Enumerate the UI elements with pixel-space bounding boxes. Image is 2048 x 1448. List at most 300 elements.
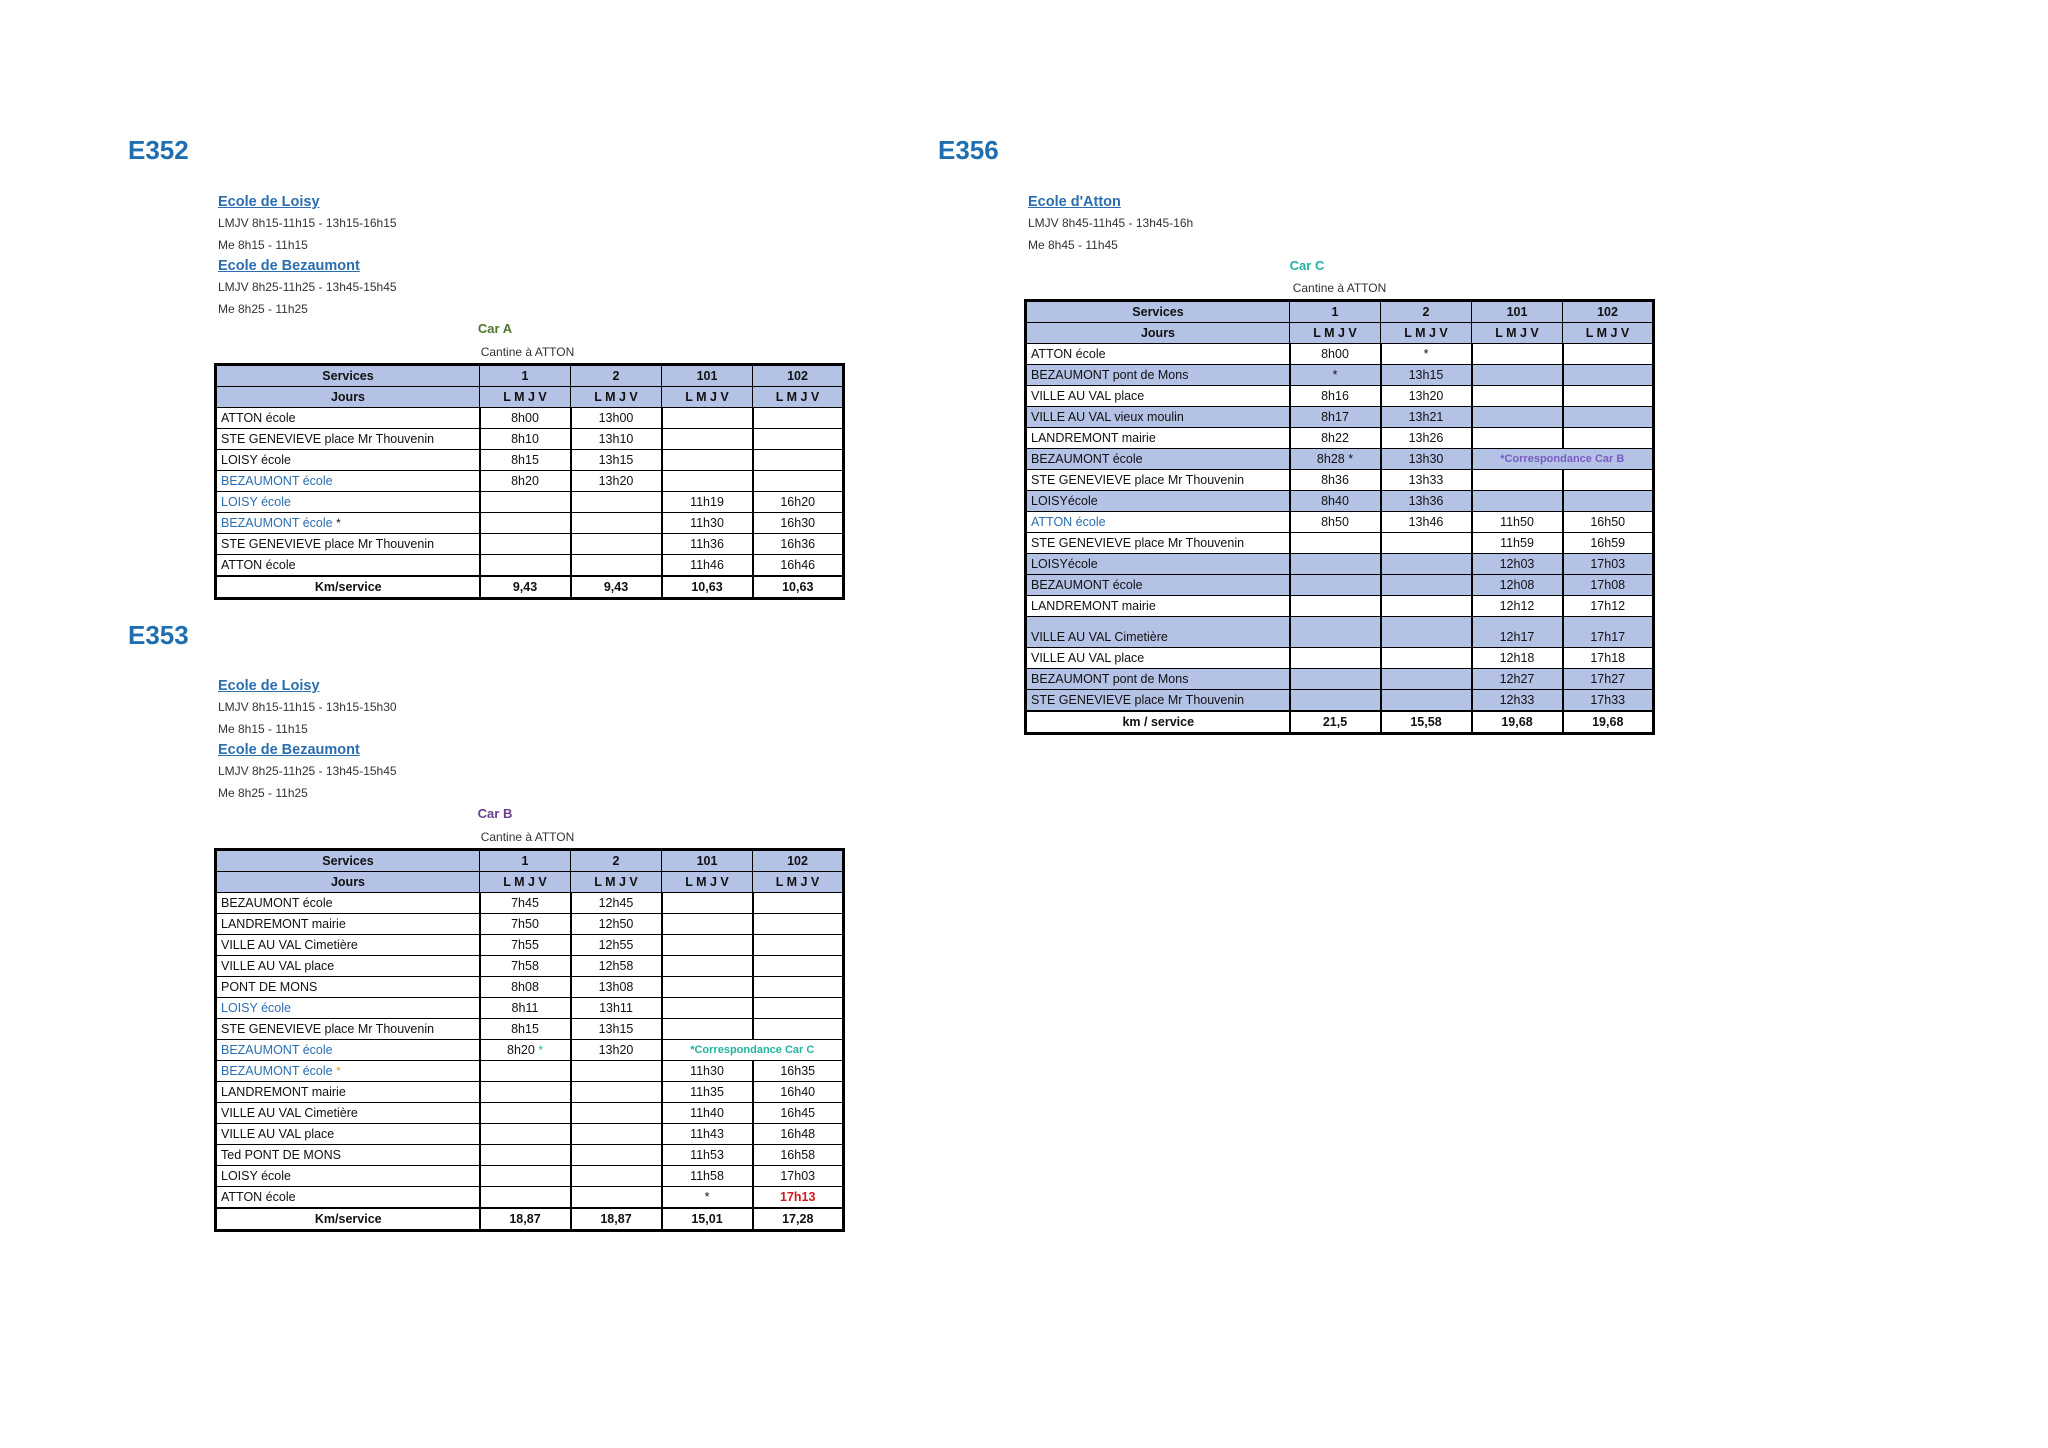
time-cell: 13h46 xyxy=(1381,512,1472,533)
time-cell xyxy=(1381,554,1472,575)
services-header-row xyxy=(1026,301,1654,323)
time-cell xyxy=(480,1187,571,1209)
km-value: 9,43 xyxy=(571,576,662,599)
schedule-table-e356 xyxy=(1024,299,1655,735)
time-cell xyxy=(1290,669,1381,690)
days-value: L M J V xyxy=(571,872,662,893)
time-cell xyxy=(1381,533,1472,554)
service-number: 102 xyxy=(1563,301,1654,323)
time-cell: 11h53 xyxy=(662,1145,753,1166)
time-cell xyxy=(571,1166,662,1187)
stop-name: VILLE AU VAL place xyxy=(216,956,480,977)
km-value: 10,63 xyxy=(662,576,753,599)
school-hours: LMJV 8h25-11h25 - 13h45-15h45 xyxy=(218,280,397,294)
time-cell xyxy=(1472,365,1563,386)
time-cell xyxy=(480,1082,571,1103)
table-row xyxy=(216,935,844,956)
service-number: 101 xyxy=(662,850,753,872)
stop-name: BEZAUMONT pont de Mons xyxy=(1026,365,1290,386)
time-cell xyxy=(1290,596,1381,617)
time-cell: 13h10 xyxy=(571,429,662,450)
time-cell: 13h15 xyxy=(571,450,662,471)
service-number: 101 xyxy=(662,365,753,387)
days-value: L M J V xyxy=(662,872,753,893)
stop-name-cell xyxy=(216,513,480,534)
time-cell: 16h46 xyxy=(753,555,844,577)
stop-name: STE GENEVIEVE place Mr Thouvenin xyxy=(216,1019,480,1040)
table-row xyxy=(216,1145,844,1166)
time-cell xyxy=(1563,491,1654,512)
time-cell: * xyxy=(1381,344,1472,365)
table-row xyxy=(1026,491,1654,512)
stop-name-cell xyxy=(216,1061,480,1082)
time-cell xyxy=(753,893,844,914)
school-link-bezaumont[interactable]: Ecole de Bezaumont xyxy=(218,742,360,758)
time-cell: 11h30 xyxy=(662,1061,753,1082)
km-label: Km/service xyxy=(216,1208,480,1231)
stop-name: LOISY école xyxy=(216,1166,480,1187)
time-cell: 16h30 xyxy=(753,513,844,534)
school-hours-wednesday: Me 8h45 - 11h45 xyxy=(1028,237,1118,252)
km-footer-row xyxy=(1026,711,1654,734)
table-row xyxy=(1026,617,1654,648)
time-cell xyxy=(480,1061,571,1082)
time-cell: 13h11 xyxy=(571,998,662,1019)
time-cell: 8h20 xyxy=(480,471,571,492)
time-cell: 12h27 xyxy=(1472,669,1563,690)
school-link-loisy[interactable]: Ecole de Loisy xyxy=(218,678,320,694)
school-link-bezaumont[interactable]: Ecole de Bezaumont xyxy=(218,258,360,274)
time-cell xyxy=(753,998,844,1019)
time-cell: 16h48 xyxy=(753,1124,844,1145)
services-label: Services xyxy=(216,365,480,387)
km-footer-row xyxy=(216,576,844,599)
time-cell: 8h22 xyxy=(1290,428,1381,449)
time-cell xyxy=(1563,428,1654,449)
time-cell xyxy=(571,1061,662,1082)
time-cell xyxy=(1290,575,1381,596)
cantine-label: Cantine à ATTON xyxy=(1292,281,1387,295)
time-cell: 13h33 xyxy=(1381,470,1472,491)
stop-name: LOISY école xyxy=(216,492,480,513)
connection-note: *Correspondance Car C xyxy=(662,1040,844,1061)
time-cell xyxy=(1563,365,1654,386)
time-cell: 8h50 xyxy=(1290,512,1381,533)
time-cell: 7h58 xyxy=(480,956,571,977)
table-row xyxy=(216,534,844,555)
table-row xyxy=(1026,365,1654,386)
stop-name: VILLE AU VAL place xyxy=(216,1124,480,1145)
time-cell xyxy=(571,513,662,534)
time-cell xyxy=(571,1082,662,1103)
time-cell: 7h50 xyxy=(480,914,571,935)
time-cell: 13h36 xyxy=(1381,491,1472,512)
school-hours: LMJV 8h25-11h25 - 13h45-15h45 xyxy=(218,764,397,778)
days-label: Jours xyxy=(1026,323,1290,344)
time-cell xyxy=(662,935,753,956)
time-cell: 8h11 xyxy=(480,998,571,1019)
time-cell: 16h35 xyxy=(753,1061,844,1082)
time-cell: 8h15 xyxy=(480,450,571,471)
table-row xyxy=(216,492,844,513)
time-cell: 12h08 xyxy=(1472,575,1563,596)
time-value: 8h20 xyxy=(507,1042,535,1057)
time-cell xyxy=(662,893,753,914)
time-cell: 16h36 xyxy=(753,534,844,555)
days-header-row xyxy=(216,872,844,893)
stop-name: LOISYécole xyxy=(1026,491,1290,512)
km-value: 19,68 xyxy=(1563,711,1654,734)
table-row xyxy=(216,1124,844,1145)
stop-name: LOISYécole xyxy=(1026,554,1290,575)
service-number: 2 xyxy=(571,365,662,387)
table-row xyxy=(1026,648,1654,669)
time-cell: * xyxy=(1290,365,1381,386)
time-cell: 11h58 xyxy=(662,1166,753,1187)
km-value: 18,87 xyxy=(480,1208,571,1231)
stop-name: LANDREMONT mairie xyxy=(1026,596,1290,617)
time-cell xyxy=(662,956,753,977)
time-cell xyxy=(1381,596,1472,617)
stop-name: Ted PONT DE MONS xyxy=(216,1145,480,1166)
stop-name: VILLE AU VAL place xyxy=(1026,648,1290,669)
stop-name: BEZAUMONT école xyxy=(216,471,480,492)
table-row xyxy=(1026,512,1654,533)
time-cell-highlight: 17h13 xyxy=(753,1187,844,1209)
km-label: Km/service xyxy=(216,576,480,599)
table-row xyxy=(1026,470,1654,491)
days-label: Jours xyxy=(216,872,480,893)
stop-name: ATTON école xyxy=(216,408,480,429)
time-cell xyxy=(1381,690,1472,712)
table-row xyxy=(216,408,844,429)
service-number: 102 xyxy=(753,365,844,387)
time-cell xyxy=(1290,554,1381,575)
time-cell: 8h15 xyxy=(480,1019,571,1040)
time-cell xyxy=(1563,344,1654,365)
stop-name: STE GENEVIEVE place Mr Thouvenin xyxy=(216,534,480,555)
stop-name: STE GENEVIEVE place Mr Thouvenin xyxy=(1026,470,1290,491)
table-row xyxy=(1026,554,1654,575)
stop-name: VILLE AU VAL vieux moulin xyxy=(1026,407,1290,428)
time-cell: 13h20 xyxy=(571,471,662,492)
school-hours-wednesday: Me 8h25 - 11h25 xyxy=(218,785,308,800)
service-number: 2 xyxy=(1381,301,1472,323)
time-cell xyxy=(480,534,571,555)
stop-name: BEZAUMONT école xyxy=(221,515,333,530)
time-cell xyxy=(662,471,753,492)
stop-name: BEZAUMONT école xyxy=(221,1063,333,1078)
table-row xyxy=(1026,690,1654,712)
time-cell: 12h58 xyxy=(571,956,662,977)
time-cell xyxy=(1290,533,1381,554)
time-cell: 16h58 xyxy=(753,1145,844,1166)
time-cell: 12h12 xyxy=(1472,596,1563,617)
days-value: L M J V xyxy=(1472,323,1563,344)
time-cell: 13h21 xyxy=(1381,407,1472,428)
time-cell: 12h03 xyxy=(1472,554,1563,575)
stop-name: BEZAUMONT pont de Mons xyxy=(1026,669,1290,690)
time-cell xyxy=(662,1019,753,1040)
time-cell: 17h08 xyxy=(1563,575,1654,596)
time-cell: 11h30 xyxy=(662,513,753,534)
time-cell: 17h12 xyxy=(1563,596,1654,617)
time-cell: 12h17 xyxy=(1472,617,1563,648)
time-cell: 16h45 xyxy=(753,1103,844,1124)
time-cell xyxy=(753,935,844,956)
time-cell: 7h55 xyxy=(480,935,571,956)
days-header-row xyxy=(1026,323,1654,344)
time-cell xyxy=(1472,428,1563,449)
table-row xyxy=(216,1061,844,1082)
table-row xyxy=(216,977,844,998)
time-cell xyxy=(1563,386,1654,407)
km-value: 10,63 xyxy=(753,576,844,599)
table-row xyxy=(1026,386,1654,407)
asterisk-mark: * xyxy=(336,1063,341,1078)
connection-note: *Correspondance Car B xyxy=(1472,449,1654,470)
time-cell xyxy=(571,555,662,577)
table-row xyxy=(216,1040,844,1061)
stop-name: ATTON école xyxy=(1026,512,1290,533)
time-cell xyxy=(1381,575,1472,596)
time-cell: 8h28 * xyxy=(1290,449,1381,470)
days-value: L M J V xyxy=(753,387,844,408)
time-cell: 8h17 xyxy=(1290,407,1381,428)
time-cell xyxy=(753,914,844,935)
time-cell xyxy=(1290,617,1381,648)
table-row xyxy=(216,956,844,977)
time-cell: 12h45 xyxy=(571,893,662,914)
table-row xyxy=(216,998,844,1019)
time-cell xyxy=(753,408,844,429)
days-header-row xyxy=(216,387,844,408)
schedule-table-e353 xyxy=(214,848,845,1232)
stop-name: ATTON école xyxy=(216,1187,480,1209)
time-cell: 11h46 xyxy=(662,555,753,577)
time-cell xyxy=(480,555,571,577)
time-cell: 13h20 xyxy=(571,1040,662,1061)
school-hours: LMJV 8h15-11h15 - 13h15-15h30 xyxy=(218,700,397,714)
stop-name: BEZAUMONT école xyxy=(216,893,480,914)
time-cell: 8h36 xyxy=(1290,470,1381,491)
time-cell: 8h00 xyxy=(1290,344,1381,365)
time-cell xyxy=(1563,407,1654,428)
time-cell xyxy=(480,1103,571,1124)
stop-name: LANDREMONT mairie xyxy=(1026,428,1290,449)
time-cell xyxy=(753,450,844,471)
time-cell xyxy=(571,1124,662,1145)
e352-school-info xyxy=(218,192,397,320)
table-row xyxy=(216,513,844,534)
stop-name: BEZAUMONT école xyxy=(1026,449,1290,470)
time-cell xyxy=(1472,407,1563,428)
section-code-e356: E356 xyxy=(938,135,999,165)
stop-name: VILLE AU VAL Cimetière xyxy=(216,1103,480,1124)
table-row xyxy=(216,471,844,492)
schedule-table-e352 xyxy=(214,363,845,600)
car-label: Car C xyxy=(1289,258,1325,273)
table-row xyxy=(1026,407,1654,428)
stop-name: ATTON école xyxy=(1026,344,1290,365)
time-cell: 8h16 xyxy=(1290,386,1381,407)
time-cell xyxy=(662,429,753,450)
time-cell: 11h40 xyxy=(662,1103,753,1124)
school-hours-wednesday: Me 8h15 - 11h15 xyxy=(218,237,308,252)
km-value: 17,28 xyxy=(753,1208,844,1231)
services-label: Services xyxy=(1026,301,1290,323)
time-cell: 8h08 xyxy=(480,977,571,998)
school-hours: LMJV 8h45-11h45 - 13h45-16h xyxy=(1028,216,1194,230)
time-cell: 17h03 xyxy=(753,1166,844,1187)
asterisk-mark: * xyxy=(336,515,341,530)
time-cell xyxy=(571,1187,662,1209)
asterisk-mark: * xyxy=(538,1042,543,1057)
days-value: L M J V xyxy=(1381,323,1472,344)
section-code-e352: E352 xyxy=(128,135,189,165)
time-cell: 11h43 xyxy=(662,1124,753,1145)
time-cell: 17h17 xyxy=(1563,617,1654,648)
time-cell xyxy=(1472,386,1563,407)
time-cell: 13h15 xyxy=(1381,365,1472,386)
time-cell: 8h10 xyxy=(480,429,571,450)
km-value: 15,01 xyxy=(662,1208,753,1231)
time-cell: * xyxy=(662,1187,753,1209)
time-cell xyxy=(1381,648,1472,669)
time-cell: 16h50 xyxy=(1563,512,1654,533)
days-value: L M J V xyxy=(480,872,571,893)
table-row xyxy=(1026,344,1654,365)
service-number: 1 xyxy=(1290,301,1381,323)
time-cell: 13h20 xyxy=(1381,386,1472,407)
time-cell: 12h18 xyxy=(1472,648,1563,669)
school-hours: LMJV 8h15-11h15 - 13h15-16h15 xyxy=(218,216,397,230)
table-row xyxy=(1026,449,1654,470)
time-cell xyxy=(1472,491,1563,512)
time-cell: 16h40 xyxy=(753,1082,844,1103)
services-label: Services xyxy=(216,850,480,872)
stop-name: VILLE AU VAL Cimetière xyxy=(216,935,480,956)
time-cell xyxy=(480,1166,571,1187)
services-header-row xyxy=(216,365,844,387)
time-cell: 17h27 xyxy=(1563,669,1654,690)
table-row xyxy=(216,893,844,914)
school-link-loisy[interactable]: Ecole de Loisy xyxy=(218,194,320,210)
table-row xyxy=(216,1082,844,1103)
days-value: L M J V xyxy=(571,387,662,408)
stop-name: STE GENEVIEVE place Mr Thouvenin xyxy=(216,429,480,450)
days-value: L M J V xyxy=(1290,323,1381,344)
time-cell: 12h55 xyxy=(571,935,662,956)
stop-name: STE GENEVIEVE place Mr Thouvenin xyxy=(1026,690,1290,712)
table-row xyxy=(216,1187,844,1209)
time-cell xyxy=(662,408,753,429)
table-row xyxy=(1026,596,1654,617)
table-row xyxy=(216,914,844,935)
time-cell xyxy=(571,492,662,513)
time-cell: 12h50 xyxy=(571,914,662,935)
time-cell xyxy=(480,1040,571,1061)
time-cell xyxy=(1563,470,1654,491)
service-number: 1 xyxy=(480,850,571,872)
time-cell: 11h50 xyxy=(1472,512,1563,533)
km-value: 18,87 xyxy=(571,1208,662,1231)
time-cell xyxy=(1290,648,1381,669)
time-cell: 13h00 xyxy=(571,408,662,429)
time-cell xyxy=(480,513,571,534)
school-hours-wednesday: Me 8h25 - 11h25 xyxy=(218,301,308,316)
table-row xyxy=(216,450,844,471)
time-cell xyxy=(753,956,844,977)
time-cell xyxy=(753,429,844,450)
cantine-label: Cantine à ATTON xyxy=(480,345,575,359)
time-cell: 11h36 xyxy=(662,534,753,555)
stop-name: STE GENEVIEVE place Mr Thouvenin xyxy=(1026,533,1290,554)
section-code-e353: E353 xyxy=(128,620,189,650)
time-cell xyxy=(753,977,844,998)
service-number: 102 xyxy=(753,850,844,872)
stop-name: VILLE AU VAL Cimetière xyxy=(1026,617,1290,648)
km-value: 9,43 xyxy=(480,576,571,599)
time-cell xyxy=(1290,690,1381,712)
car-label: Car B xyxy=(477,806,513,821)
days-value: L M J V xyxy=(1563,323,1654,344)
days-value: L M J V xyxy=(480,387,571,408)
time-cell: 8h00 xyxy=(480,408,571,429)
km-value: 19,68 xyxy=(1472,711,1563,734)
stop-name: BEZAUMONT école xyxy=(216,1040,480,1061)
e356-school-info xyxy=(1028,192,1193,256)
school-hours-wednesday: Me 8h15 - 11h15 xyxy=(218,721,308,736)
table-row xyxy=(216,1166,844,1187)
time-cell xyxy=(571,1145,662,1166)
time-cell xyxy=(1381,617,1472,648)
time-cell: 16h20 xyxy=(753,492,844,513)
time-cell: 11h59 xyxy=(1472,533,1563,554)
days-label: Jours xyxy=(216,387,480,408)
time-cell: 13h15 xyxy=(571,1019,662,1040)
time-cell: 7h45 xyxy=(480,893,571,914)
stop-name: BEZAUMONT école xyxy=(1026,575,1290,596)
time-cell: 16h59 xyxy=(1563,533,1654,554)
time-cell xyxy=(1381,669,1472,690)
school-link-atton[interactable]: Ecole d'Atton xyxy=(1028,194,1121,210)
time-cell xyxy=(662,450,753,471)
time-cell: 12h33 xyxy=(1472,690,1563,712)
stop-name: LOISY école xyxy=(216,450,480,471)
time-cell xyxy=(753,1019,844,1040)
time-cell xyxy=(480,492,571,513)
time-cell xyxy=(1472,344,1563,365)
time-cell xyxy=(1472,470,1563,491)
table-row xyxy=(1026,669,1654,690)
km-value: 21,5 xyxy=(1290,711,1381,734)
time-cell xyxy=(480,1124,571,1145)
table-row xyxy=(1026,533,1654,554)
time-cell: 8h40 xyxy=(1290,491,1381,512)
stop-name: LOISY école xyxy=(216,998,480,1019)
time-cell: 17h33 xyxy=(1563,690,1654,712)
service-number: 1 xyxy=(480,365,571,387)
stop-name: LANDREMONT mairie xyxy=(216,1082,480,1103)
stop-name: ATTON école xyxy=(216,555,480,577)
time-cell xyxy=(662,914,753,935)
time-cell xyxy=(753,471,844,492)
km-footer-row xyxy=(216,1208,844,1231)
table-row xyxy=(216,429,844,450)
e353-school-info xyxy=(218,676,397,804)
time-cell xyxy=(662,998,753,1019)
